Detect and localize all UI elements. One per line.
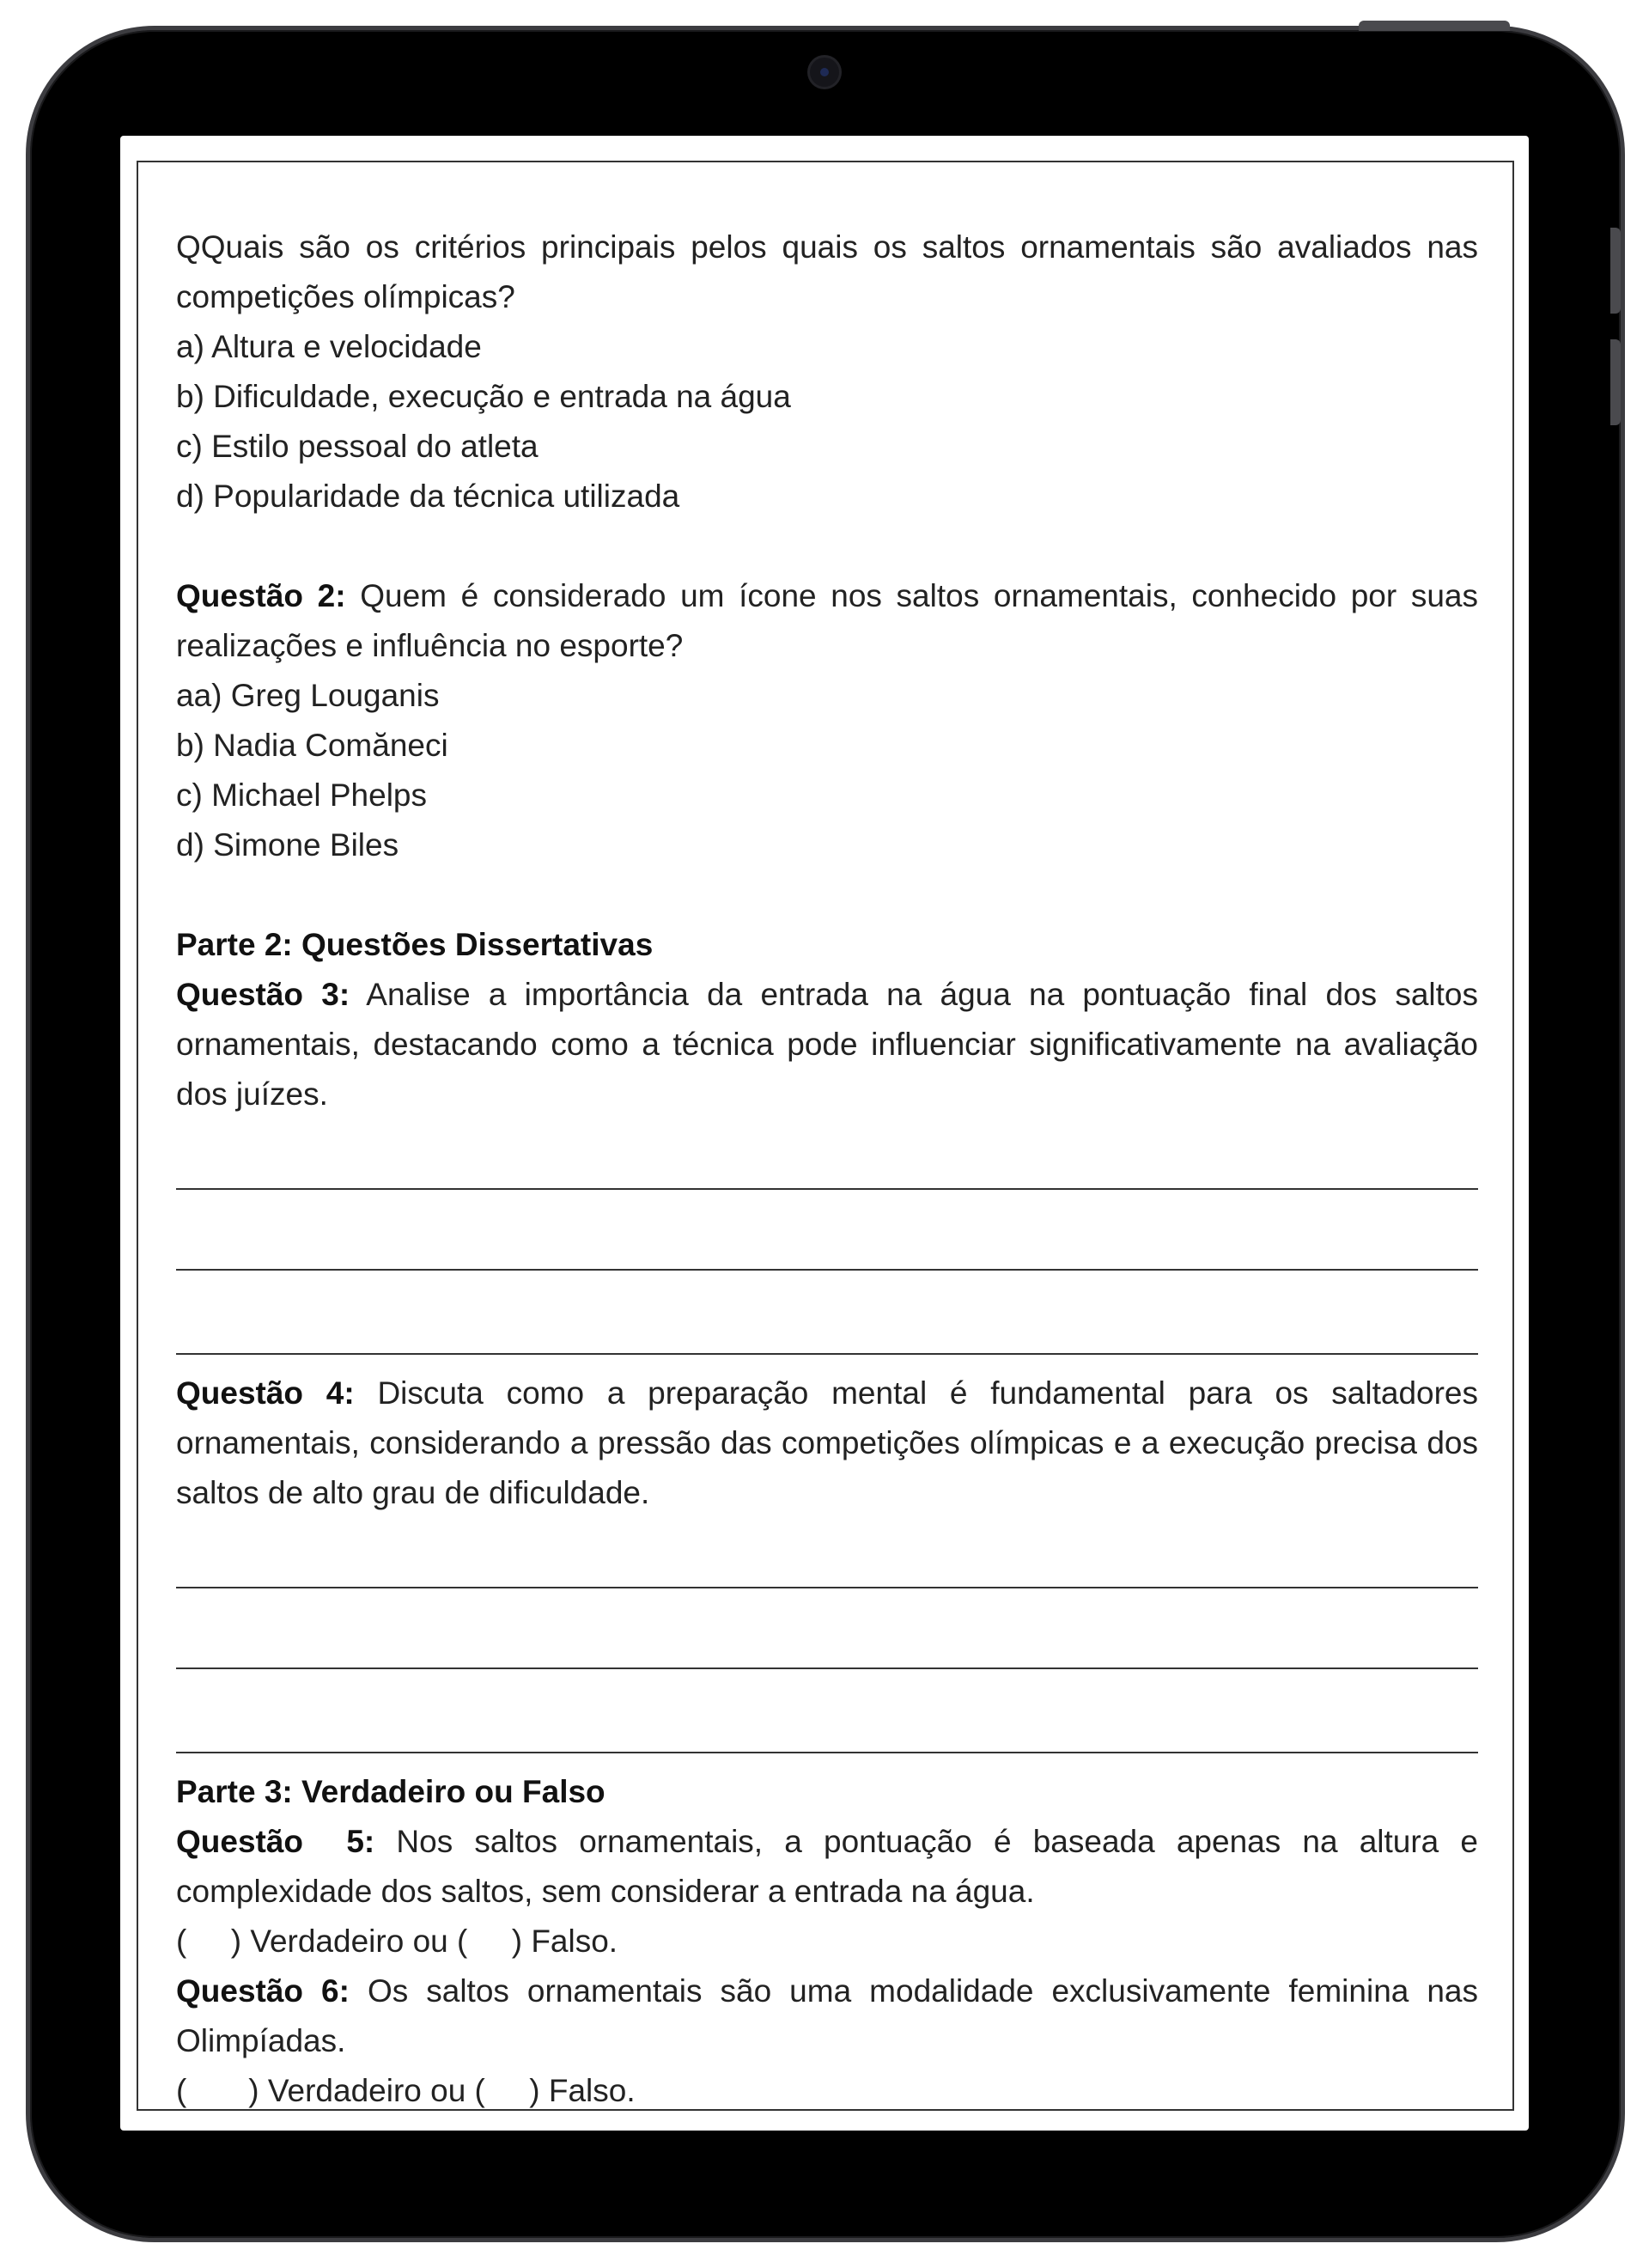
answer-line[interactable] <box>176 1587 1478 1588</box>
question-2-option: c) Michael Phelps <box>176 777 428 813</box>
volume-down-button <box>1610 339 1621 425</box>
question-6-answer[interactable]: ( ) Verdadeiro ou ( ) Falso. <box>176 2073 636 2108</box>
question-5 <box>176 1817 1478 1917</box>
answer-line[interactable] <box>176 1667 1478 1669</box>
answer-line[interactable] <box>176 1188 1478 1190</box>
part-3-heading: Parte 3: Verdadeiro ou Falso <box>176 1774 605 1809</box>
part-2-heading: Parte 2: Questões Dissertativas <box>176 927 654 962</box>
question-1-text: QQuais são os critérios principais pelos quais os saltos ornamentais são avaliados nas competições olímpicas? <box>176 229 1478 314</box>
camera-icon <box>810 58 839 87</box>
power-button <box>1359 21 1510 31</box>
question-2-option: aa) Greg Louganis <box>176 678 440 713</box>
question-6-label: Questão 6: <box>176 1973 350 2009</box>
question-2-option: b) Nadia Comăneci <box>176 728 448 763</box>
question-4-label: Questão 4: <box>176 1375 355 1411</box>
question-5-answer[interactable]: ( ) Verdadeiro ou ( ) Falso. <box>176 1924 618 1959</box>
question-3-label: Questão 3: <box>176 977 350 1012</box>
question-6 <box>176 1966 1478 2066</box>
screen <box>120 136 1529 2131</box>
question-1-option: d) Popularidade da técnica utilizada <box>176 479 680 514</box>
question-6-text: Os saltos ornamentais são uma modalidade exclusivamente feminina nas Olimpíadas. <box>176 1973 1479 2058</box>
question-2 <box>176 571 1478 671</box>
question-5-label: Questão 5: <box>176 1824 375 1859</box>
document-page <box>137 161 1514 2111</box>
volume-up-button <box>1610 228 1621 314</box>
question-1-option: c) Estilo pessoal do atleta <box>176 429 539 464</box>
question-2-option: d) Simone Biles <box>176 827 399 863</box>
question-1-option: b) Dificuldade, execução e entrada na água <box>176 379 791 414</box>
question-3-text: Analise a importância da entrada na água na pontuação final dos saltos ornamentais, destacando como a técnica pode influenciar significativamente na avaliação dos juízes. <box>176 977 1478 1112</box>
answer-line[interactable] <box>176 1269 1478 1271</box>
question-2-text: Quem é considerado um ícone nos saltos ornamentais, conhecido por suas realizações e influência no esporte? <box>176 578 1478 663</box>
document-content <box>176 223 1478 2116</box>
question-4-text: Discuta como a preparação mental é fundamental para os saltadores ornamentais, considerando a pressão das competições olímpicas e a execução precisa dos saltos de alto grau de dificuldade. <box>176 1375 1479 1510</box>
answer-lines-q3 <box>176 1119 1478 1369</box>
question-5-text: Nos saltos ornamentais, a pontuação é baseada apenas na altura e complexidade dos saltos, sem considerar a entrada na água. <box>176 1824 1478 1909</box>
question-2-label: Questão 2: <box>176 578 346 613</box>
answer-lines-q4 <box>176 1518 1478 1767</box>
question-3 <box>176 970 1478 1119</box>
answer-line[interactable] <box>176 1353 1478 1355</box>
question-1-option: a) Altura e velocidade <box>176 329 482 364</box>
question-4 <box>176 1369 1478 1518</box>
answer-line[interactable] <box>176 1752 1478 1753</box>
